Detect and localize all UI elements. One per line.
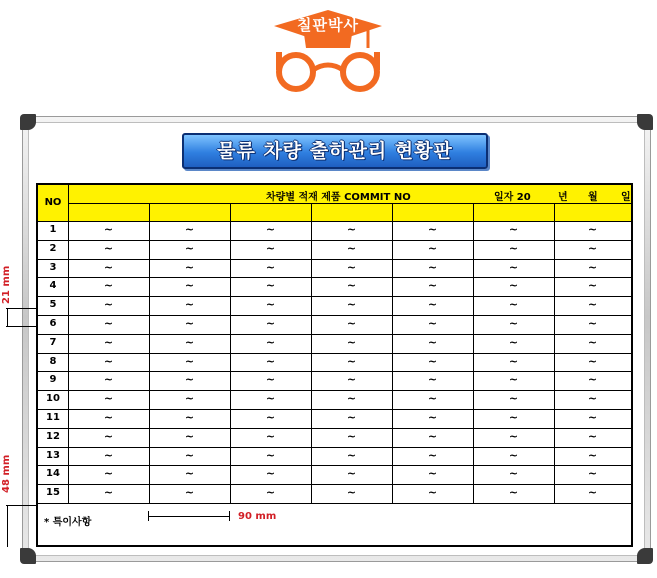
table-cell[interactable]: ~ [508, 373, 519, 387]
table-cell[interactable]: ~ [346, 223, 357, 236]
table-cell[interactable]: ~ [427, 317, 438, 330]
row-number: 4 [49, 280, 57, 292]
table-cell[interactable]: ~ [346, 486, 357, 500]
header-month-label: 월 [588, 192, 598, 203]
grid-line [38, 465, 631, 466]
table-cell[interactable]: ~ [427, 335, 438, 349]
table-cell[interactable]: ~ [103, 411, 114, 424]
grid-line [38, 428, 631, 429]
row-number: 6 [49, 318, 57, 329]
table-cell[interactable]: ~ [587, 354, 598, 368]
table-cell[interactable]: ~ [103, 279, 114, 293]
table-cell[interactable]: ~ [427, 241, 438, 255]
grid-line [38, 447, 631, 448]
table-cell[interactable]: ~ [508, 448, 519, 462]
dimension-line [6, 505, 36, 506]
table-cell[interactable]: ~ [265, 260, 276, 274]
table-cell[interactable]: ~ [265, 448, 276, 462]
header-day-label: 일 [621, 192, 631, 203]
table-cell[interactable]: ~ [103, 373, 114, 387]
remark-height-dimension: 48 mm [1, 454, 12, 493]
table-cell[interactable]: ~ [103, 448, 114, 462]
dimension-line [7, 505, 8, 547]
row-number: 13 [46, 449, 60, 461]
table-cell[interactable]: ~ [508, 354, 519, 368]
table-cell[interactable]: ~ [265, 411, 276, 424]
corner-cap [20, 548, 36, 564]
grid-line [68, 203, 631, 204]
row-number: 9 [49, 374, 57, 386]
dimension-line [229, 511, 230, 521]
table-cell[interactable]: ~ [265, 317, 276, 330]
table-cell[interactable]: ~ [427, 279, 438, 293]
table-cell[interactable]: ~ [103, 486, 114, 500]
table-cell[interactable]: ~ [508, 223, 519, 236]
table-cell[interactable]: ~ [508, 392, 519, 406]
dimension-line [148, 511, 149, 521]
remark-label: * 특이사항 [44, 517, 92, 528]
board-title: 물류 차량 출하관리 현황판 [217, 140, 453, 162]
row-number: 11 [46, 412, 60, 423]
table-cell[interactable]: ~ [103, 467, 114, 481]
table-cell[interactable]: ~ [265, 241, 276, 255]
table-cell[interactable]: ~ [265, 279, 276, 293]
grid-line [38, 277, 631, 278]
table-cell[interactable]: ~ [427, 373, 438, 387]
grid-line [38, 221, 631, 222]
row-number: 3 [49, 261, 57, 273]
table-cell[interactable]: ~ [103, 317, 114, 330]
grid-line [38, 240, 631, 241]
row-number: 15 [46, 487, 60, 499]
table-cell[interactable]: ~ [427, 223, 438, 236]
table-cell[interactable]: ~ [587, 279, 598, 293]
table-cell[interactable]: ~ [103, 354, 114, 368]
table-cell[interactable]: ~ [587, 223, 598, 236]
header-date-label: 일자 20 [494, 192, 531, 203]
grid-line [38, 390, 631, 391]
table-cell[interactable]: ~ [184, 373, 195, 387]
table-cell[interactable]: ~ [587, 241, 598, 255]
table-cell[interactable]: ~ [346, 335, 357, 349]
table-cell[interactable]: ~ [265, 373, 276, 387]
table-cell[interactable]: ~ [587, 260, 598, 274]
table-cell[interactable]: ~ [184, 448, 195, 462]
table-cell[interactable]: ~ [587, 429, 598, 443]
table-cell[interactable]: ~ [346, 467, 357, 481]
table-cell[interactable]: ~ [346, 354, 357, 368]
table-cell[interactable]: ~ [346, 448, 357, 462]
table-cell[interactable]: ~ [427, 448, 438, 462]
row-number: 12 [46, 430, 60, 442]
row-number: 7 [49, 336, 57, 348]
table-cell[interactable]: ~ [265, 392, 276, 406]
table-cell[interactable]: ~ [184, 317, 195, 330]
grid-line [38, 296, 631, 297]
table-cell[interactable]: ~ [265, 223, 276, 236]
grid-line [38, 353, 631, 354]
corner-cap [637, 114, 653, 130]
table-cell[interactable]: ~ [508, 298, 519, 312]
table-cell[interactable]: ~ [184, 429, 195, 443]
table-cell[interactable]: ~ [508, 279, 519, 293]
grid-line [38, 315, 631, 316]
header-main-label: 차량별 적재 제품 COMMIT NO [266, 192, 411, 203]
table-cell[interactable]: ~ [184, 392, 195, 406]
grid-line [38, 259, 631, 260]
table-cell[interactable]: ~ [103, 241, 114, 255]
dimension-line [6, 308, 36, 309]
table-cell[interactable]: ~ [184, 335, 195, 349]
column-width-dimension: 90 mm [238, 511, 277, 522]
table-cell[interactable]: ~ [265, 486, 276, 500]
board-title-banner [182, 133, 488, 169]
grid-line [38, 503, 631, 504]
table-cell[interactable]: ~ [265, 354, 276, 368]
grid-line [38, 484, 631, 485]
row-number: 10 [46, 393, 60, 405]
table-cell[interactable]: ~ [184, 486, 195, 500]
table-cell[interactable]: ~ [427, 411, 438, 424]
table-cell[interactable]: ~ [103, 298, 114, 312]
table-cell[interactable]: ~ [508, 241, 519, 255]
table-cell[interactable]: ~ [346, 392, 357, 406]
table-cell[interactable]: ~ [346, 260, 357, 274]
table-cell[interactable]: ~ [184, 279, 195, 293]
table-cell[interactable]: ~ [508, 411, 519, 424]
table-cell[interactable]: ~ [508, 467, 519, 481]
table-cell[interactable]: ~ [346, 411, 357, 424]
table-cell[interactable]: ~ [103, 260, 114, 274]
table-cell[interactable]: ~ [184, 411, 195, 424]
corner-cap [637, 548, 653, 564]
table-cell[interactable]: ~ [346, 241, 357, 255]
dimension-line [148, 516, 230, 517]
table-cell[interactable]: ~ [265, 467, 276, 481]
row-height-dimension: 21 mm [1, 265, 12, 304]
table-cell[interactable]: ~ [184, 223, 195, 236]
table-cell[interactable]: ~ [427, 429, 438, 443]
table-cell[interactable]: ~ [103, 335, 114, 349]
row-number: 8 [49, 355, 57, 367]
table-cell[interactable]: ~ [427, 298, 438, 312]
table-cell[interactable]: ~ [346, 298, 357, 312]
table-cell[interactable]: ~ [587, 373, 598, 387]
dimension-line [6, 326, 36, 327]
grid-line [38, 409, 631, 410]
table-cell[interactable]: ~ [184, 298, 195, 312]
logo [264, 8, 392, 94]
table-cell[interactable]: ~ [587, 335, 598, 349]
table-cell[interactable]: ~ [103, 429, 114, 443]
table-cell[interactable]: ~ [103, 223, 114, 236]
table-cell[interactable]: ~ [587, 467, 598, 481]
table-cell[interactable]: ~ [346, 373, 357, 387]
table-cell[interactable]: ~ [508, 486, 519, 500]
row-number: 5 [49, 299, 57, 311]
header-no: NO [44, 197, 62, 208]
table-cell[interactable]: ~ [346, 429, 357, 443]
table-cell[interactable]: ~ [184, 260, 195, 274]
table-cell[interactable]: ~ [265, 335, 276, 349]
table-cell[interactable]: ~ [587, 411, 598, 424]
table-cell[interactable]: ~ [508, 260, 519, 274]
corner-cap [20, 114, 36, 130]
table-cell[interactable]: ~ [265, 298, 276, 312]
row-number: 14 [46, 468, 60, 480]
table-cell[interactable]: ~ [427, 467, 438, 481]
table-cell[interactable]: ~ [427, 486, 438, 500]
table-cell[interactable]: ~ [587, 448, 598, 462]
status-table [36, 183, 633, 547]
table-cell[interactable]: ~ [346, 317, 357, 330]
table-cell[interactable]: ~ [427, 354, 438, 368]
table-cell[interactable]: ~ [103, 392, 114, 406]
dimension-line [7, 308, 8, 326]
table-cell[interactable]: ~ [346, 279, 357, 293]
table-cell[interactable]: ~ [265, 429, 276, 443]
grid-line [38, 334, 631, 335]
table-cell[interactable]: ~ [427, 392, 438, 406]
table-cell[interactable]: ~ [587, 392, 598, 406]
table-cell[interactable]: ~ [508, 429, 519, 443]
row-number: 1 [49, 224, 57, 235]
logo-text: 칠판박사 [297, 16, 359, 34]
table-cell[interactable]: ~ [587, 486, 598, 500]
table-cell[interactable]: ~ [184, 467, 195, 481]
table-cell[interactable]: ~ [587, 298, 598, 312]
table-cell[interactable]: ~ [184, 241, 195, 255]
table-cell[interactable]: ~ [508, 335, 519, 349]
table-cell[interactable]: ~ [184, 354, 195, 368]
table-cell[interactable]: ~ [427, 260, 438, 274]
header-year-label: 년 [558, 192, 568, 203]
table-cell[interactable]: ~ [508, 317, 519, 330]
grid-line [38, 371, 631, 372]
row-number: 2 [49, 242, 57, 254]
table-cell[interactable]: ~ [587, 317, 598, 330]
